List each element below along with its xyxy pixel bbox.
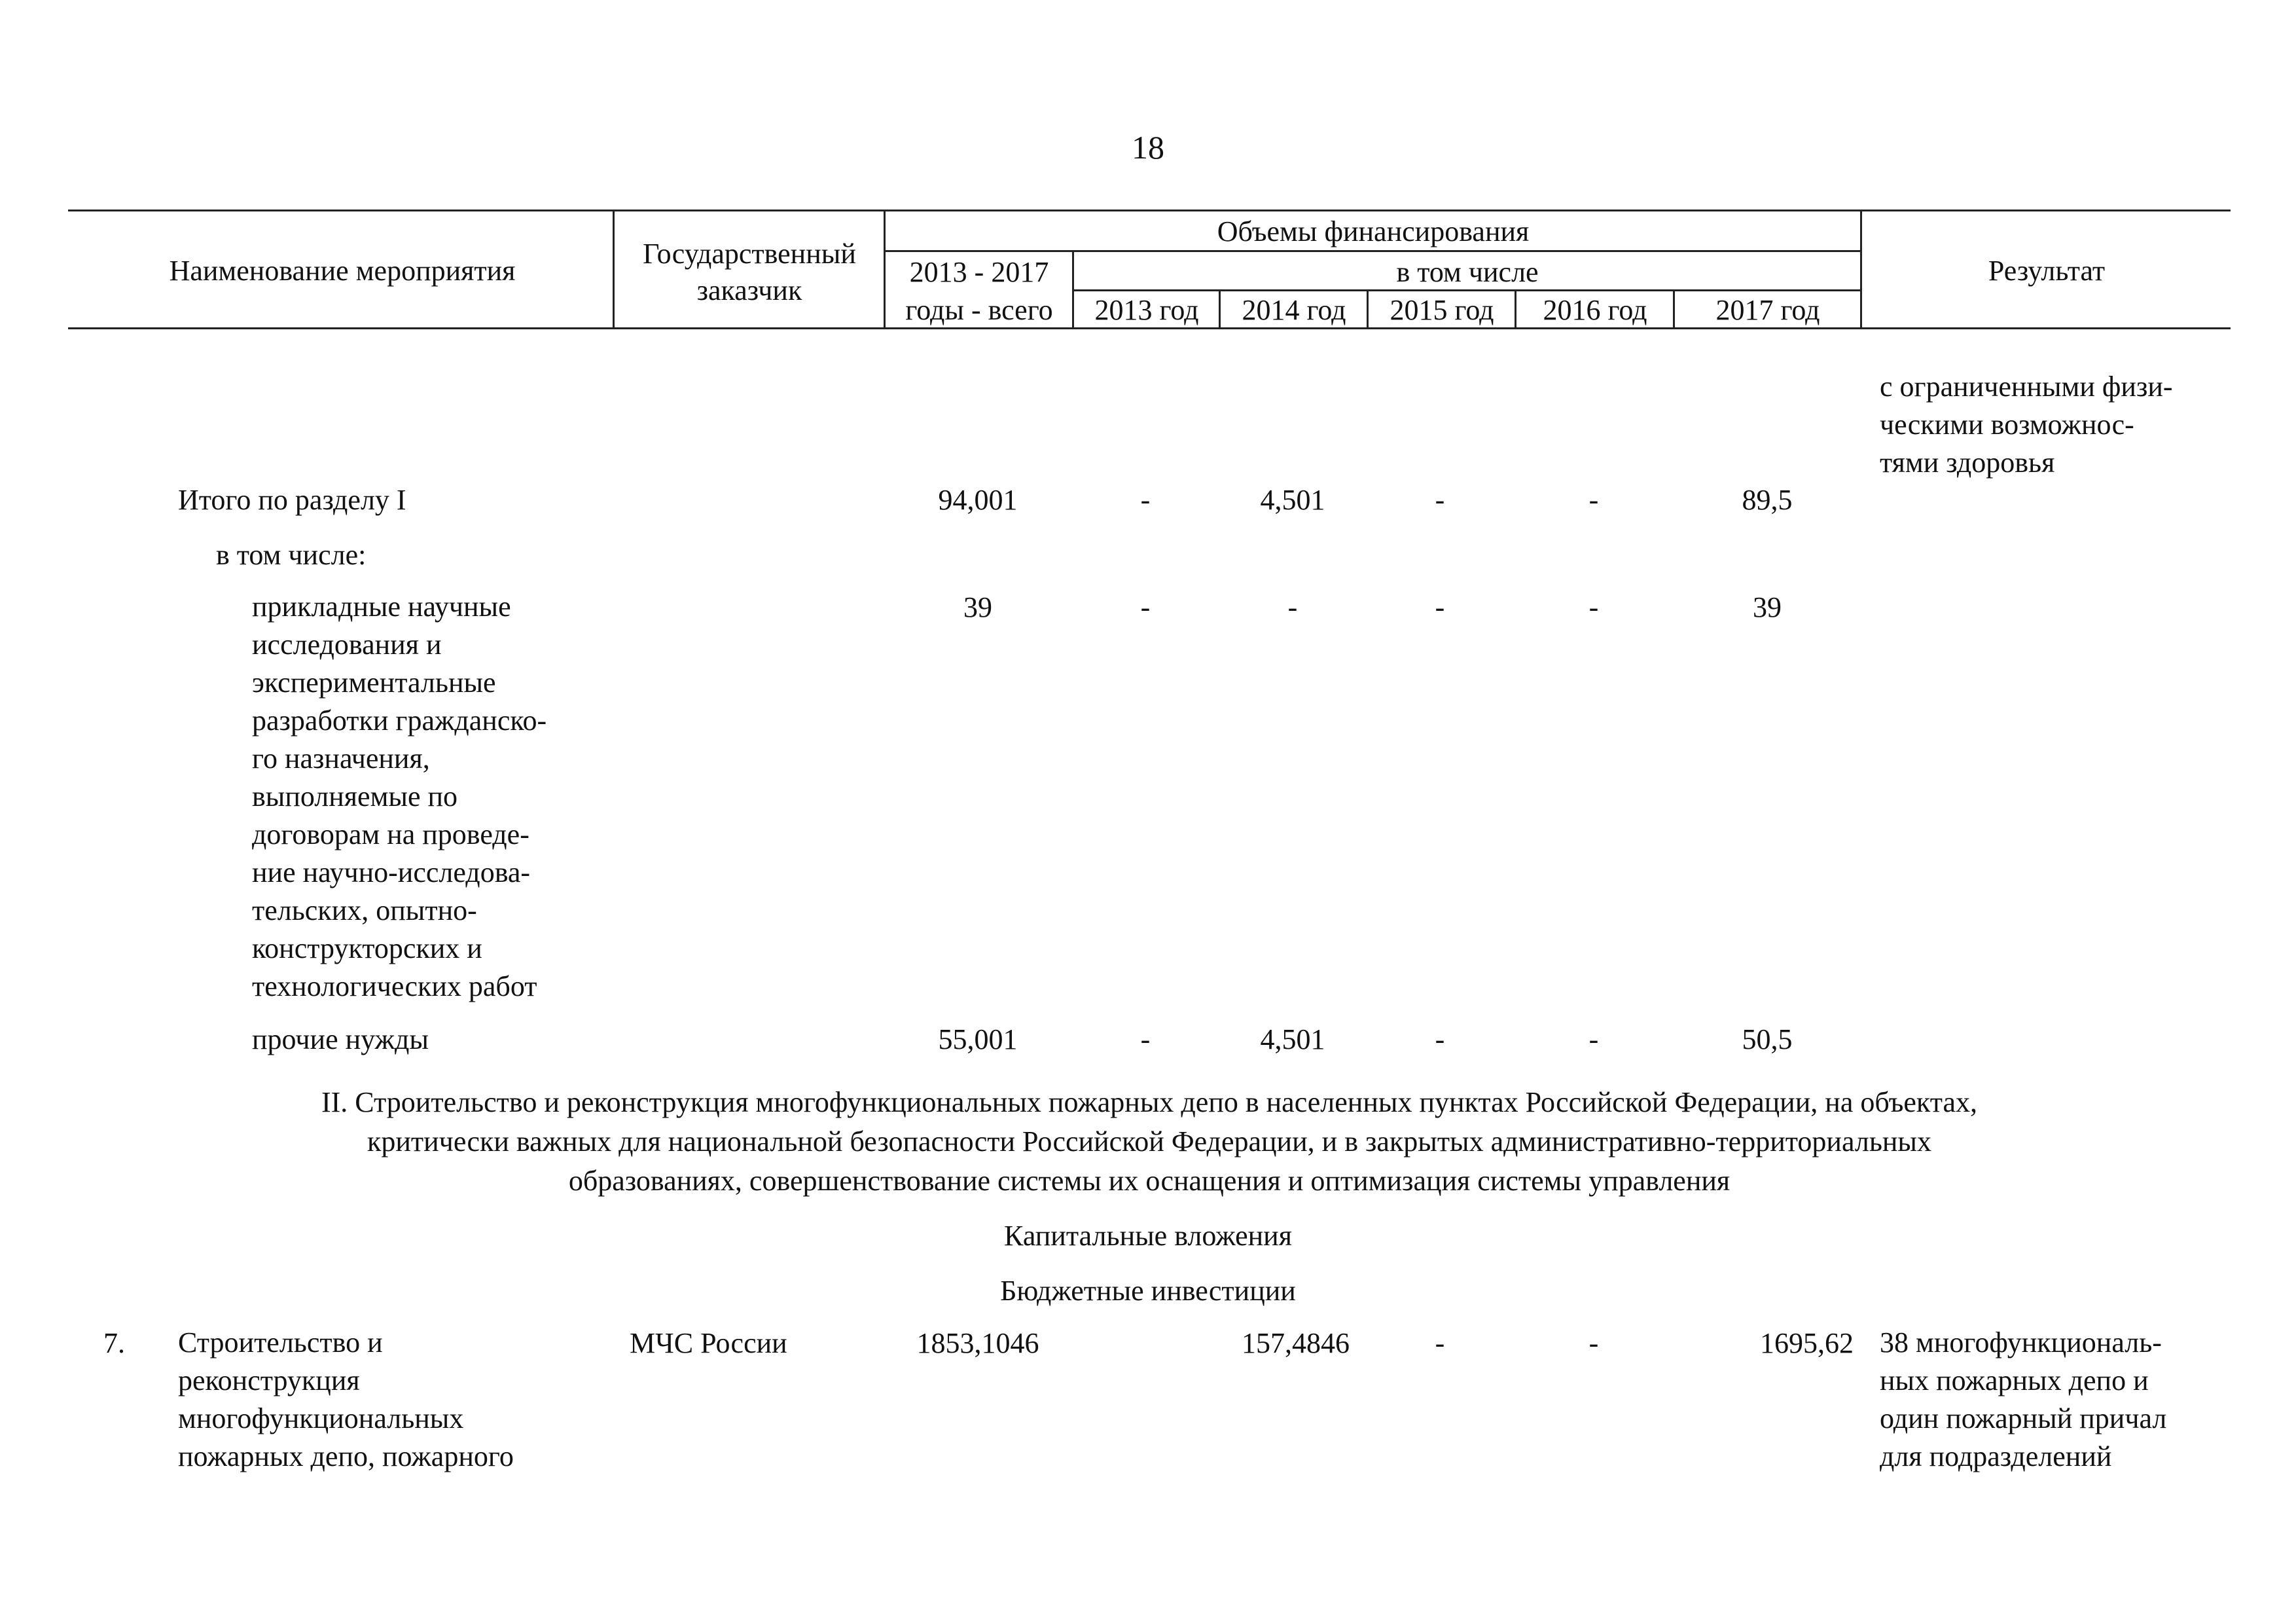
result-line: тями здоровья: [1880, 447, 2055, 479]
item-number: 7.: [103, 1327, 125, 1359]
cell-2016: -: [1588, 1023, 1599, 1055]
label-line: технологических работ: [252, 970, 537, 1002]
section-line: образованиях, совершенствование системы их оснащения и оптимизация системы управления: [568, 1165, 1731, 1197]
label-line: экспериментальные: [252, 666, 496, 699]
header-divider: [1367, 289, 1369, 329]
header-name: Наименование мероприятия: [169, 255, 516, 287]
cell-2015: -: [1435, 1327, 1445, 1359]
result-line: один пожарный причал: [1880, 1402, 2167, 1434]
header-divider: [1515, 289, 1516, 329]
label-line: Строительство и: [178, 1326, 383, 1359]
header-year: 2014 год: [1242, 294, 1346, 326]
row-label: [252, 588, 547, 1006]
row-label: прочие нужды: [252, 1023, 429, 1055]
cell-2017: 50,5: [1742, 1023, 1793, 1055]
continued-result: [1880, 368, 2173, 482]
label-line: выполняемые по: [252, 780, 458, 812]
label-line: пожарных депо, пожарного: [178, 1440, 514, 1472]
label-line: прикладные научные: [252, 591, 511, 623]
cell-2017: 39: [1753, 591, 1782, 623]
label-line: конструкторских и: [252, 932, 482, 964]
cell-total: 39: [963, 591, 992, 623]
row-label: [178, 1324, 514, 1476]
label-line: исследования и: [252, 629, 442, 661]
cell-2015: -: [1435, 484, 1445, 516]
cell-2013: -: [1140, 591, 1151, 623]
header-divider: [1072, 250, 1074, 329]
header-incl: в том числе: [1396, 256, 1539, 288]
header-top-rule: [68, 210, 2231, 211]
result-line: ческими возможнос-: [1880, 409, 2134, 441]
cell-2014: -: [1287, 591, 1298, 623]
header-year: 2016 год: [1543, 294, 1647, 326]
header-total: 2013 - 2017: [909, 256, 1049, 288]
cell-2015: -: [1435, 1023, 1445, 1055]
cell-2014: 157,4846: [1242, 1327, 1350, 1359]
cell-total: 1853,1046: [916, 1327, 1039, 1359]
header-year: 2015 год: [1390, 294, 1494, 326]
header-customer: Государственный: [643, 238, 856, 270]
cell-result: [1880, 1324, 2166, 1476]
header-result: Результат: [1988, 255, 2106, 287]
result-line: с ограниченными физи-: [1880, 371, 2173, 403]
row-label: Итого по разделу I: [178, 484, 406, 516]
cell-2016: -: [1588, 1327, 1599, 1359]
label-line: ние научно-исследова-: [252, 856, 531, 888]
cell-2013: -: [1140, 484, 1151, 516]
cell-2017: 89,5: [1742, 484, 1793, 516]
label-line: тельских, опытно-: [252, 894, 477, 926]
label-line: многофункциональных: [178, 1402, 464, 1434]
header-funding-rule: [884, 250, 1860, 252]
section-line: критически важных для национальной безопасности Российской Федерации, и в закрытых административно-территориальных: [367, 1125, 1931, 1158]
cell-customer: МЧС России: [630, 1327, 787, 1359]
header-customer: заказчик: [696, 274, 802, 306]
cell-2013: -: [1140, 1023, 1151, 1055]
section-line: II. Строительство и реконструкция многофункциональных пожарных депо в населенных пунктах Российской Федерации, на объектах,: [321, 1086, 1978, 1118]
page-number: 18: [1132, 129, 1164, 166]
cell-2014: 4,501: [1260, 1023, 1325, 1055]
subheading-capital: Капитальные вложения: [1004, 1220, 1292, 1252]
label-line: го назначения,: [252, 742, 430, 775]
cell-2017: 1695,62: [1760, 1327, 1854, 1359]
header-divider: [1860, 210, 1862, 329]
cell-total: 94,001: [938, 484, 1018, 516]
header-divider: [1673, 289, 1675, 329]
header-total: годы - всего: [905, 294, 1053, 326]
header-year: 2013 год: [1094, 294, 1199, 326]
header-year: 2017 год: [1715, 294, 1820, 326]
cell-2016: -: [1588, 484, 1599, 516]
header-incl-rule: [1072, 289, 1860, 291]
header-divider: [884, 210, 886, 329]
label-line: реконструкция: [178, 1364, 360, 1396]
cell-2014: 4,501: [1260, 484, 1325, 516]
header-funding-title: Объемы финансирования: [1217, 215, 1530, 247]
cell-2015: -: [1435, 591, 1445, 623]
result-line: для подразделений: [1880, 1440, 2112, 1472]
subheading-budget: Бюджетные инвестиции: [1000, 1275, 1296, 1307]
label-line: договорам на проведе-: [252, 818, 529, 850]
header-divider: [613, 210, 615, 329]
result-line: 38 многофункциональ-: [1880, 1326, 2162, 1359]
incl-label: в том числе:: [216, 539, 367, 571]
cell-total: 55,001: [938, 1023, 1018, 1055]
label-line: разработки гражданско-: [252, 704, 547, 737]
cell-2016: -: [1588, 591, 1599, 623]
header-divider: [1219, 289, 1221, 329]
result-line: ных пожарных депо и: [1880, 1364, 2149, 1396]
header-bottom-rule: [68, 327, 2231, 329]
